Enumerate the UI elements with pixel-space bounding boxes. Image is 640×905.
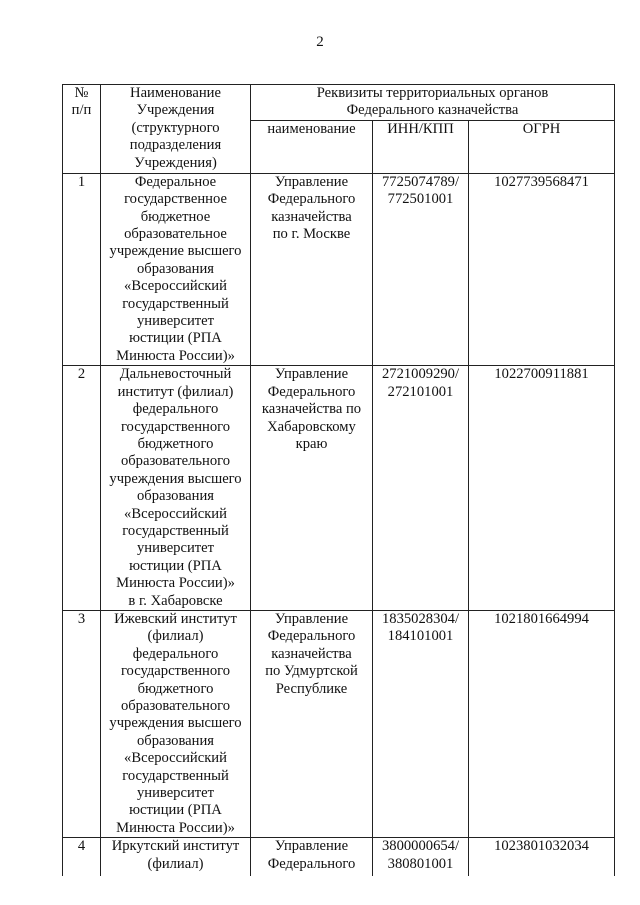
- treasury-name: Управление Федерального: [251, 838, 373, 877]
- treasury-name: Управление Федерального казначейства по Хабаровскому краю: [251, 366, 373, 611]
- ogrn: 1021801664994: [469, 610, 615, 837]
- header-institution: Наименование Учреждения (структурного подразделения Учреждения): [101, 85, 251, 174]
- institution-name: Иркутский институт (филиал): [101, 838, 251, 877]
- ogrn: 1023801032034: [469, 838, 615, 877]
- ogrn: 1027739568471: [469, 173, 615, 365]
- inn-kpp: 1835028304/ 184101001: [373, 610, 469, 837]
- header-ogrn: ОГРН: [469, 120, 615, 173]
- inn-kpp: 2721009290/ 272101001: [373, 366, 469, 611]
- row-number: 1: [63, 173, 101, 365]
- page-number: 2: [316, 34, 324, 50]
- inn-kpp: 7725074789/ 772501001: [373, 173, 469, 365]
- ogrn: 1022700911881: [469, 366, 615, 611]
- table-row: [63, 173, 615, 365]
- header-treasury-name: наименование: [251, 120, 373, 173]
- table-row: [63, 610, 615, 837]
- institution-name: Ижевский институт (филиал) федерального государственного бюджетного образовательного учреждения высшего образования «Всероссийский государственный университет юстиции (РПА Минюста России)»: [101, 610, 251, 837]
- treasury-requisites-table: [62, 84, 615, 876]
- inn-kpp: 3800000654/ 380801001: [373, 838, 469, 877]
- table-row: [63, 838, 615, 877]
- header-treasury-requisites: Реквизиты территориальных органов Федерального казначейства: [251, 85, 615, 121]
- institution-name: Федеральное государственное бюджетное образовательное учреждение высшего образования «Всероссийский государственный университет юстиции (РПА Минюста России)»: [101, 173, 251, 365]
- row-number: 3: [63, 610, 101, 837]
- header-row-number: № п/п: [63, 85, 101, 174]
- table-header-row: [63, 85, 615, 121]
- treasury-name: Управление Федерального казначейства по Удмуртской Республике: [251, 610, 373, 837]
- treasury-name: Управление Федерального казначейства по г. Москве: [251, 173, 373, 365]
- row-number: 4: [63, 838, 101, 877]
- header-inn-kpp: ИНН/КПП: [373, 120, 469, 173]
- institution-name: Дальневосточный институт (филиал) федерального государственного бюджетного образовательного учреждения высшего образования «Всероссийский государственный университет юстиции (РПА Минюста России)» в г. Хабаровске: [101, 366, 251, 611]
- table-row: [63, 366, 615, 611]
- row-number: 2: [63, 366, 101, 611]
